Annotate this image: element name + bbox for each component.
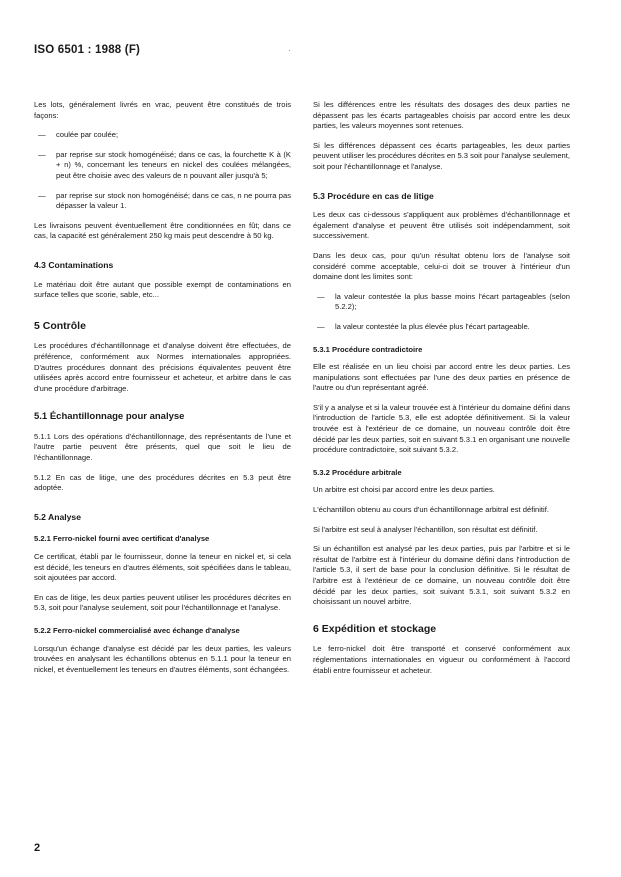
left-column <box>34 100 291 684</box>
dash-marker: — <box>38 130 46 140</box>
heading-5-2-1: 5.2.1 Ferro-nickel fourni avec certificat d'analyse <box>34 534 210 544</box>
paragraph-5-3-1a: Elle est réalisée en un lieu choisi par accord entre les deux parties. Les manipulations sont effectuées par l'une des deux parties en présence de l'autre ou d'un représentant agréé. <box>313 362 570 393</box>
paragraph-5-2-2: Lorsqu'un échange d'analyse est décidé par les deux parties, les valeurs trouvées en analysant les échantillons obtenus en 5.1.1 pour la teneur en nickel, et éventuellement les teneurs en d'autres éléments, sont échangées. <box>34 643 291 674</box>
heading-5-2: 5.2 Analyse <box>34 511 81 522</box>
heading-5-2-2: 5.2.2 Ferro-nickel commercialisé avec échange d'analyse <box>34 626 240 635</box>
heading-4-3: 4.3 Contaminations <box>34 259 114 270</box>
page-header: ISO 6501 : 1988 (F) <box>34 44 141 56</box>
paragraph-5-3-2b: L'échantillon obtenu au cours d'un échantillonnage arbitral est définitif. <box>313 505 549 515</box>
paragraph-livraisons: Les livraisons peuvent éventuellement être conditionnées en fût; dans ce cas, la capacité est généralement 250 kg mais peut descendre à 50 kg. <box>34 220 291 241</box>
heading-5-3-1: 5.3.1 Procédure contradictoire <box>313 344 423 354</box>
paragraph-4-3: Le matériau doit être autant que possible exempt de contaminations en surface telles que scorie, sable, etc... <box>34 279 291 300</box>
heading-6: 6 Expédition et stockage <box>313 622 437 635</box>
paragraph-diff1: Si les différences entre les résultats des dosages des deux parties ne dépassent pas les écarts partageables choisis par accord entre les deux parties, les valeurs moyennes sont retenues. <box>313 100 570 131</box>
scan-speck <box>289 50 290 51</box>
paragraph-5-2-1a: Ce certificat, établi par le fournisseur, donne la teneur en nickel et, si cela est décidé, les teneurs en d'autres éléments, soit spécifiées dans le tableau, soit ajoutées par accord. <box>34 552 291 583</box>
paragraph-5-3-2a: Un arbitre est choisi par accord entre les deux parties. <box>313 485 495 495</box>
paragraph-lots: Les lots, généralement livrés en vrac, peuvent être constitués de trois façons: <box>34 100 291 120</box>
list-item: — la valeur contestée la plus basse moins l'écart partageables (selon 5.2.2); <box>313 292 570 313</box>
heading-5-3: 5.3 Procédure en cas de litige <box>313 190 434 201</box>
page-number: 2 <box>34 842 41 854</box>
dash-marker: — <box>38 149 46 159</box>
paragraph-6: Le ferro-nickel doit être transporté et conservé conformément aux réglementations internationales en vigueur ou conformément à l'accord établi entre fournisseur et acheteur. <box>313 644 570 675</box>
list-item: — la valeur contestée la plus élevée plus l'écart partageable. <box>313 322 570 333</box>
list-item: — coulée par coulée; <box>34 130 291 141</box>
paragraph-5-3-1b: S'il y a analyse et si la valeur trouvée est à l'intérieur du domaine défini dans l'introduction de l'article 5.3, elle est adoptée définitivement. Si la valeur trouvée est à l'extérieur de ce domaine, un nouveau contrôle doit être décidé par les deux parties, soit en suivant 5.3.1 en organisant une nouvelle procédure contradictoire, soit suivant 5.3.2. <box>313 402 570 455</box>
right-column <box>313 100 570 685</box>
heading-5-1: 5.1 Échantillonnage pour analyse <box>34 411 185 423</box>
paragraph-5-3-2d: Si un échantillon est analysé par les deux parties, puis par l'arbitre et si le résultat de l'arbitre est à l'intérieur du domaine défini dans l'introduction de l'article 5.3, il sert de base pour la conclusion définitive. Si le résultat de l'arbitre est à l'extérieur de ce domaine, un nouveau contrôle doit être décidé par les deux parties, soit suivant 5.3.1, soit suivant 5.3.2 en choisissant un nouvel arbitre. <box>313 544 570 607</box>
heading-5-3-2: 5.3.2 Procédure arbitrale <box>313 467 402 477</box>
heading-5: 5 Contrôle <box>34 319 86 332</box>
dash-marker: — <box>317 291 325 301</box>
paragraph-5-3-2c: Si l'arbitre est seul à analyser l'échantillon, son résultat est définitif. <box>313 524 538 534</box>
dash-marker: — <box>317 321 325 331</box>
paragraph-5: Les procédures d'échantillonnage et d'analyse doivent être effectuées, de préférence, conformément aux Normes internationales appropriées. D'autres procédures donnant des précisions équivalentes peuvent être utilisées après accord entre fournisseur et acheteur, et arbitre dans le cas d'une procédure d'arbitrage. <box>34 341 291 393</box>
dash-marker: — <box>38 190 46 200</box>
list-item: — par reprise sur stock homogénéisé; dans ce cas, la fourchette K à (K + n) %, concernant les teneurs en nickel des coulées mélangées, peut être choisie avec des valeurs de n pouvant aller jusqu'à 5; <box>34 150 291 182</box>
paragraph-5-2-1b: En cas de litige, les deux parties peuvent utiliser les procédures décrites en 5.3, soit pour l'analyse seulement, soit pour l'échantillonnage et l'analyse. <box>34 592 291 613</box>
paragraph-diff2: Si les différences dépassent ces écarts partageables, les deux parties peuvent utiliser les procédures décrites en 5.3 soit pour l'analyse seulement, soit pour l'échantillonnage et l'analyse. <box>313 140 570 171</box>
paragraph-5-3b: Dans les deux cas, pour qu'un résultat obtenu lors de l'analyse soit considéré comme acceptable, celui-ci doit se trouver à l'intérieur d'un domaine dont les limites sont: <box>313 250 570 282</box>
paragraph-5-3a: Les deux cas ci-dessous s'appliquent aux problèmes d'échantillonnage et également d'analyse et peuvent être utilisés soit indépendamment, soit successivement. <box>313 210 570 241</box>
paragraph-5-1-1: 5.1.1 Lors des opérations d'échantillonnage, des représentants de l'une et l'autre partie peuvent être présents, quel que soit le lieu de l'échantillonnage. <box>34 431 291 463</box>
paragraph-5-1-2: 5.1.2 En cas de litige, une des procédures décrites en 5.3 peut être adoptée. <box>34 472 291 493</box>
list-item: — par reprise sur stock non homogénéisé; dans ce cas, n ne pourra pas dépasser la valeur 1. <box>34 191 291 212</box>
